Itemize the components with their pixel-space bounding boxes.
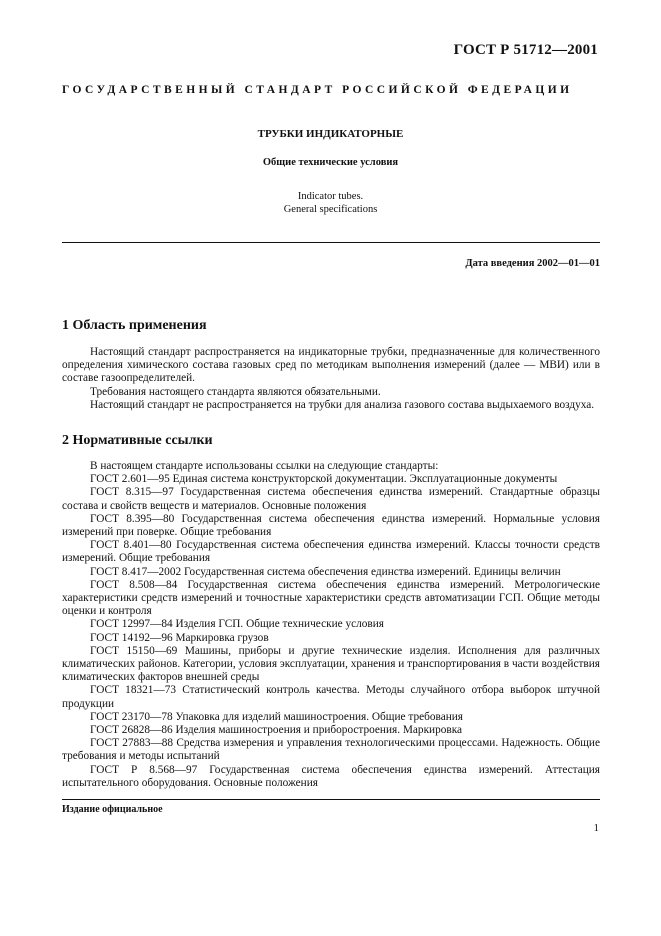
- paragraph: Настоящий стандарт распространяется на индикаторные трубки, предназначенные для количественного определения химического состава газовых сред по методикам выполнения измерений (далее — МВИ) или в составе газоопределителей.: [62, 346, 600, 385]
- reference-item: ГОСТ Р 8.568—97 Государственная система обеспечения единства измерений. Аттестация испытательного оборудования. Основные положения: [62, 763, 600, 789]
- reference-item: ГОСТ 8.417—2002 Государственная система обеспечения единства измерений. Единицы величин: [90, 565, 561, 578]
- reference-item: ГОСТ 15150—69 Машины, приборы и другие технические изделия. Исполнения для различных климатических районов. Категории, условия эксплуатации, хранения и транспортирования в части воздействия климатических факторов внешней среды: [62, 644, 600, 684]
- reference-item: ГОСТ 12997—84 Изделия ГСП. Общие технические условия: [90, 618, 384, 631]
- section-1-body: [62, 346, 600, 412]
- english-title: [0, 190, 661, 216]
- reference-item: ГОСТ 23170—78 Упаковка для изделий машиностроения. Общие требования: [90, 710, 463, 723]
- page-number: 1: [593, 822, 599, 834]
- document-subtitle: Общие технические условия: [262, 157, 399, 168]
- document-number: ГОСТ Р 51712—2001: [453, 42, 598, 58]
- english-title-line-1: Indicator tubes.: [297, 191, 364, 202]
- reference-item: ГОСТ 27883—88 Средства измерения и управления технологическими процессами. Надежность. Общие требования и методы испытаний: [62, 737, 600, 763]
- reference-item: ГОСТ 8.395—80 Государственная система обеспечения единства измерений. Нормальные условия измерений при поверке. Общие требования: [62, 512, 600, 539]
- paragraph: В настоящем стандарте использованы ссылки на следующие стандарты:: [90, 460, 439, 472]
- title-divider: [62, 242, 600, 243]
- english-title-line-2: General specifications: [283, 204, 378, 215]
- section-2-body: [62, 460, 600, 790]
- reference-item: ГОСТ 26828—86 Изделия машиностроения и приборостроения. Маркировка: [90, 724, 463, 737]
- document-title: ТРУБКИ ИНДИКАТОРНЫЕ: [257, 128, 404, 140]
- edition-note: Издание официальное: [62, 804, 163, 815]
- footer-divider: [62, 799, 600, 800]
- section-1-heading: 1 Область применения: [62, 318, 207, 333]
- paragraph: Настоящий стандарт не распространяется на трубки для анализа газового состава выдыхаемого воздуха.: [90, 398, 595, 411]
- reference-item: ГОСТ 14192—96 Маркировка грузов: [90, 631, 269, 644]
- reference-item: ГОСТ 8.508—84 Государственная система обеспечения единства измерений. Метрологические характеристики средств измерений и точностные характеристики средств автоматизации ГСП. Общие методы оценки и контроля: [62, 578, 600, 618]
- agency-heading: ГОСУДАРСТВЕННЫЙ СТАНДАРТ РОССИЙСКОЙ ФЕДЕРАЦИИ: [62, 84, 573, 96]
- reference-item: ГОСТ 8.401—80 Государственная система обеспечения единства измерений. Классы точности средств измерений. Общие требования: [62, 539, 600, 565]
- section-2-heading: 2 Нормативные ссылки: [62, 433, 213, 448]
- reference-item: ГОСТ 8.315—97 Государственная система обеспечения единства измерений. Стандартные образцы состава и свойств веществ и материалов. Основные положения: [62, 486, 600, 512]
- reference-item: ГОСТ 2.601—95 Единая система конструкторской документации. Эксплуатационные документы: [90, 473, 558, 486]
- paragraph: Требования настоящего стандарта являются обязательными.: [90, 385, 381, 398]
- reference-item: ГОСТ 18321—73 Статистический контроль качества. Методы случайного отбора выборок штучной продукции: [62, 684, 600, 710]
- introduction-date: Дата введения 2002—01—01: [465, 258, 600, 269]
